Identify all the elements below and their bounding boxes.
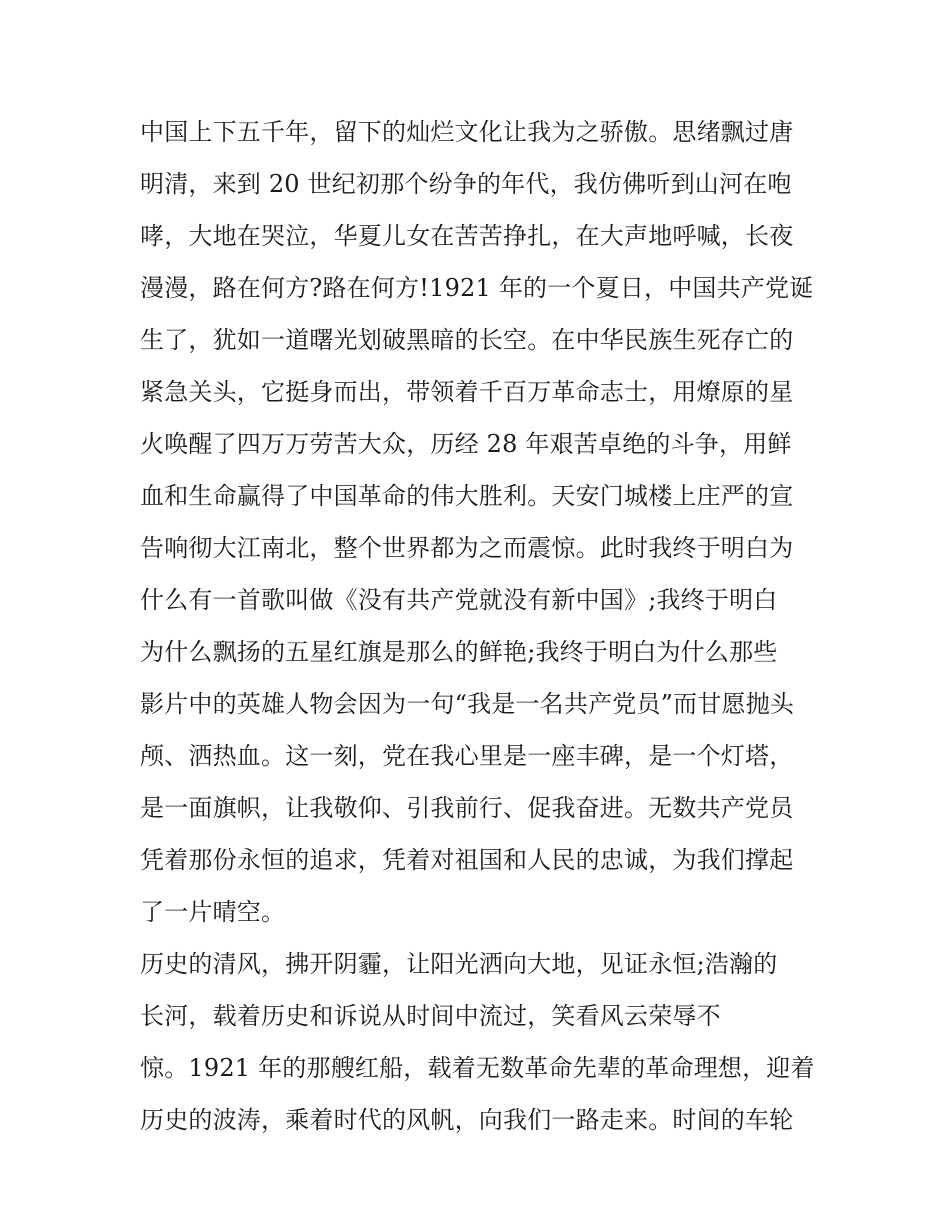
text-line: 明清，来到 20 世纪初那个纷争的年代，我仿佛听到山河在咆 xyxy=(140,170,792,198)
document-body xyxy=(140,106,820,1146)
text-line: 告响彻大江南北，整个世界都为之而震惊。此时我终于明白为 xyxy=(140,534,794,562)
text-line: 颅、洒热血。这一刻，党在我心里是一座丰碑，是一个灯塔， xyxy=(140,742,794,770)
text-line: 为什么飘扬的五星红旗是那么的鲜艳;我终于明白为什么那些 xyxy=(140,638,778,666)
text-line: 惊。1921 年的那艘红船，载着无数革命先辈的革命理想，迎着 xyxy=(140,1054,815,1082)
paragraph-2 xyxy=(140,938,820,1146)
text-line: 是一面旗帜，让我敬仰、引我前行、促我奋进。无数共产党员 xyxy=(140,794,794,822)
text-line: 凭着那份永恒的追求，凭着对祖国和人民的忠诚，为我们撑起 xyxy=(140,846,794,874)
text-line: 血和生命赢得了中国革命的伟大胜利。天安门城楼上庄严的宣 xyxy=(140,482,794,510)
text-line: 中国上下五千年，留下的灿烂文化让我为之骄傲。思绪飘过唐 xyxy=(140,118,794,146)
text-line: 什么有一首歌叫做《没有共产党就没有新中国》;我终于明白 xyxy=(140,586,778,614)
text-line: 影片中的英雄人物会因为一句“我是一名共产党员”而甘愿抛头 xyxy=(140,690,795,718)
text-line: 长河，载着历史和诉说从时间中流过，笑看风云荣辱不 xyxy=(140,1002,721,1030)
text-line: 紧急关头，它挺身而出，带领着千百万革命志士，用燎原的星 xyxy=(140,378,794,406)
text-line: 火唤醒了四万万劳苦大众，历经 28 年艰苦卓绝的斗争，用鲜 xyxy=(140,430,792,458)
text-line: 历史的清风，拂开阴霾，让阳光洒向大地，见证永恒;浩瀚的 xyxy=(140,950,778,978)
text-line: 生了，犹如一道曙光划破黑暗的长空。在中华民族生死存亡的 xyxy=(140,326,794,354)
text-line: 了一片晴空。 xyxy=(140,898,286,926)
text-line: 历史的波涛，乘着时代的风帆，向我们一路走来。时间的车轮 xyxy=(140,1106,794,1134)
text-line: 漫漫，路在何方?路在何方!1921 年的一个夏日，中国共产党诞 xyxy=(140,274,814,302)
paragraph-1 xyxy=(140,106,820,938)
text-line: 哮，大地在哭泣，华夏儿女在苦苦挣扎，在大声地呼喊，长夜 xyxy=(140,222,794,250)
